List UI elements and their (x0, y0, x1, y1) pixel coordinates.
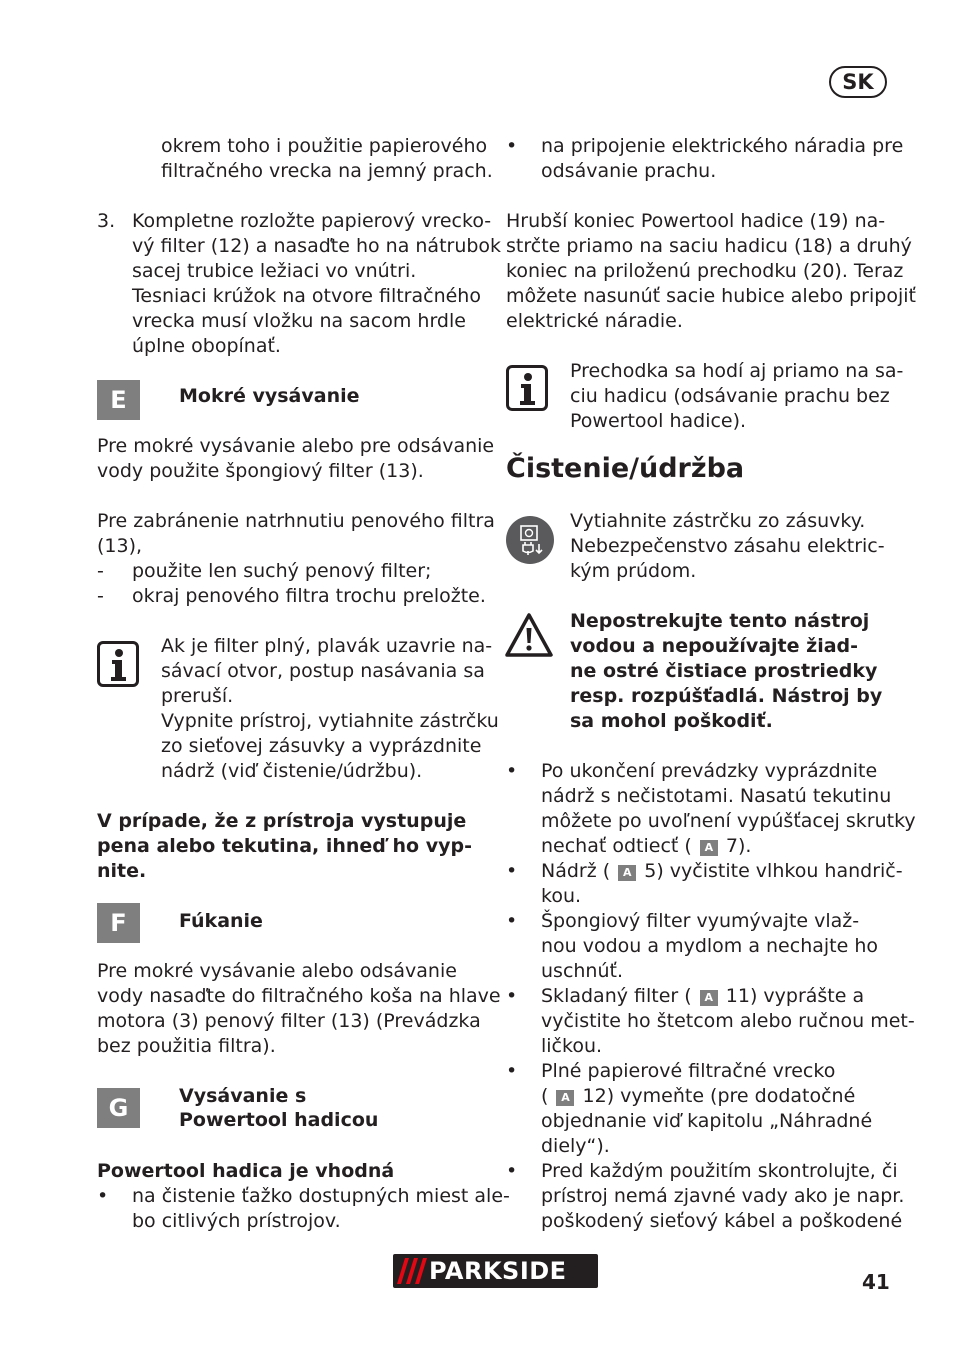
paragraph-line: vody nasaďte do filtračného koša na hlave (97, 985, 501, 1007)
logo-stripes-icon (393, 1254, 433, 1288)
bullet-marker: • (506, 1060, 518, 1082)
paragraph-line: elektrické náradie. (506, 310, 683, 332)
step-line: Tesniaci krúžok na otvore filtračného (132, 285, 481, 307)
warning-icon (504, 612, 554, 658)
warning-line: Nepostrekujte tento nástroj (570, 610, 870, 632)
figure-ref-badge: A (556, 1090, 574, 1106)
bullet-marker: • (506, 985, 518, 1007)
paragraph-line: (13), (97, 535, 143, 557)
step-line: vý filter (12) a nasaďte ho na nátrubok (132, 235, 502, 257)
section-heading-cleaning: Čistenie/údržba (506, 453, 745, 484)
bullet-line: poškodený sieťový kábel a poškodené (541, 1210, 903, 1232)
bullet-line: Po ukončení prevádzky vyprázdnite (541, 760, 878, 782)
bullet-line: prístroj nemá zjavné vady ako je napr. (541, 1185, 905, 1207)
warning-line: ne ostré čistiace prostriedky (570, 660, 878, 682)
section-title-blow: Fúkanie (179, 910, 263, 932)
warning-line: pena alebo tekutina, ihneď ho vyp- (97, 835, 472, 857)
figure-ref-badge: A (618, 865, 636, 881)
paragraph-line: koniec na priloženú prechodku (20). Teraz (506, 260, 904, 282)
bullet-line: Skladaný filter ( A 11) vyprášte a (541, 985, 865, 1007)
plug-note-line: Vytiahnite zástrčku zo zásuvky. (570, 510, 866, 532)
paragraph-line: Pre zabránenie natrhnutiu penového filtra (97, 510, 495, 532)
bullet-line: uschnúť. (541, 960, 624, 982)
bullet-marker: • (506, 760, 518, 782)
bullet-line: bo citlivých prístrojov. (132, 1210, 341, 1232)
paragraph-line: vody použite špongiový filter (13). (97, 460, 424, 482)
dash-item: okraj penového filtra trochu preložte. (132, 585, 486, 607)
bullet-marker: • (506, 135, 518, 157)
bullet-marker: • (506, 1160, 518, 1182)
plug-note-line: kým prúdom. (570, 560, 697, 582)
page-number: 41 (862, 1270, 890, 1294)
brand-name: PARKSIDE (429, 1257, 567, 1285)
bullet-line: Špongiový filter vyumývajte vlaž- (541, 910, 860, 932)
bullet-marker: • (97, 1185, 109, 1207)
figure-ref-badge: A (700, 990, 718, 1006)
parkside-logo (393, 1254, 598, 1288)
info-line: Ak je filter plný, plavák uzavrie na- (161, 635, 493, 657)
section-letter-g: G (97, 1088, 140, 1128)
bullet-line: Pred každým použitím skontrolujte, či (541, 1160, 898, 1182)
paragraph-line: Pre mokré vysávanie alebo pre odsávanie (97, 435, 495, 457)
warning-line: resp. rozpúšťadlá. Nástroj by (570, 685, 883, 707)
paragraph-line: bez použitia filtra). (97, 1035, 276, 1057)
warning-line: nite. (97, 860, 147, 882)
intro-line: filtračného vrecka na jemný prach. (161, 160, 493, 182)
info-line: Powertool hadice). (570, 410, 747, 432)
section-title-powertool: Powertool hadicou (179, 1109, 379, 1131)
bullet-line: na čistenie ťažko dostupných miest ale- (132, 1185, 510, 1207)
info-line: zo sieťovej zásuvky a vyprázdnite (161, 735, 482, 757)
info-line: Prechodka sa hodí aj priamo na sa- (570, 360, 904, 382)
section-letter-f: F (97, 903, 140, 943)
section-title-powertool: Vysávanie s (179, 1085, 307, 1107)
info-icon (506, 365, 548, 411)
bullet-line: Plné papierové filtračné vrecko (541, 1060, 836, 1082)
paragraph-line: motora (3) penový filter (13) (Prevádzka (97, 1010, 481, 1032)
dash-marker: - (97, 585, 104, 607)
unplug-icon (506, 516, 554, 564)
bullet-line: odsávanie prachu. (541, 160, 717, 182)
info-icon (97, 641, 139, 687)
paragraph-line: Hrubší koniec Powertool hadice (19) na- (506, 210, 886, 232)
step-line: úplne obopínať. (132, 335, 281, 357)
paragraph-line: strčte priamo na saciu hadicu (18) a druhý (506, 235, 912, 257)
bullet-line: vyčistite ho štetcom alebo ručnou met- (541, 1010, 915, 1032)
step-line: sacej trubice ležiaci vo vnútri. (132, 260, 417, 282)
bullet-line: na pripojenie elektrického náradia pre (541, 135, 904, 157)
step-number: 3. (97, 210, 116, 232)
paragraph-line: Pre mokré vysávanie alebo odsávanie (97, 960, 457, 982)
bullet-line: Nádrž ( A 5) vyčistite vlhkou handrič- (541, 860, 903, 882)
step-line: Kompletne rozložte papierový vrecko- (132, 210, 492, 232)
bullet-marker: • (506, 910, 518, 932)
bullet-line: môžete po uvoľnení vypúšťacej skrutky (541, 810, 916, 832)
warning-line: vodou a nepoužívajte žiad- (570, 635, 859, 657)
language-badge: SK (829, 66, 887, 98)
section-title-wet: Mokré vysávanie (179, 385, 360, 407)
bullet-line: nádrž s nečistotami. Nasatú tekutinu (541, 785, 892, 807)
bullet-line: kou. (541, 885, 582, 907)
subheading: Powertool hadica je vhodná (97, 1160, 395, 1182)
bullet-line: ( A 12) vymeňte (pre dodatočné (541, 1085, 856, 1107)
dash-marker: - (97, 560, 104, 582)
section-letter-e: E (97, 380, 140, 420)
bullet-marker: • (506, 860, 518, 882)
bullet-line: diely“). (541, 1135, 610, 1157)
warning-line: sa mohol poškodiť. (570, 710, 773, 732)
info-line: sávací otvor, postup nasávania sa (161, 660, 485, 682)
bullet-line: nechať odtiecť ( A 7). (541, 835, 752, 857)
info-line: preruší. (161, 685, 234, 707)
info-line: ciu hadicu (odsávanie prachu bez (570, 385, 890, 407)
info-line: nádrž (viď čistenie/údržbu). (161, 760, 423, 782)
figure-ref-badge: A (700, 840, 718, 856)
bullet-line: nou vodou a mydlom a nechajte ho (541, 935, 878, 957)
step-line: vrecka musí vložku na sacom hrdle (132, 310, 466, 332)
plug-note-line: Nebezpečenstvo zásahu elektric- (570, 535, 885, 557)
dash-item: použite len suchý penový filter; (132, 560, 432, 582)
bullet-line: ličkou. (541, 1035, 603, 1057)
intro-line: okrem toho i použitie papierového (161, 135, 488, 157)
info-line: Vypnite prístroj, vytiahnite zástrčku (161, 710, 499, 732)
warning-line: V prípade, že z prístroja vystupuje (97, 810, 467, 832)
paragraph-line: môžete nasunúť sacie hubice alebo pripojiť (506, 285, 916, 307)
bullet-line: objednanie viď kapitolu „Náhradné (541, 1110, 873, 1132)
